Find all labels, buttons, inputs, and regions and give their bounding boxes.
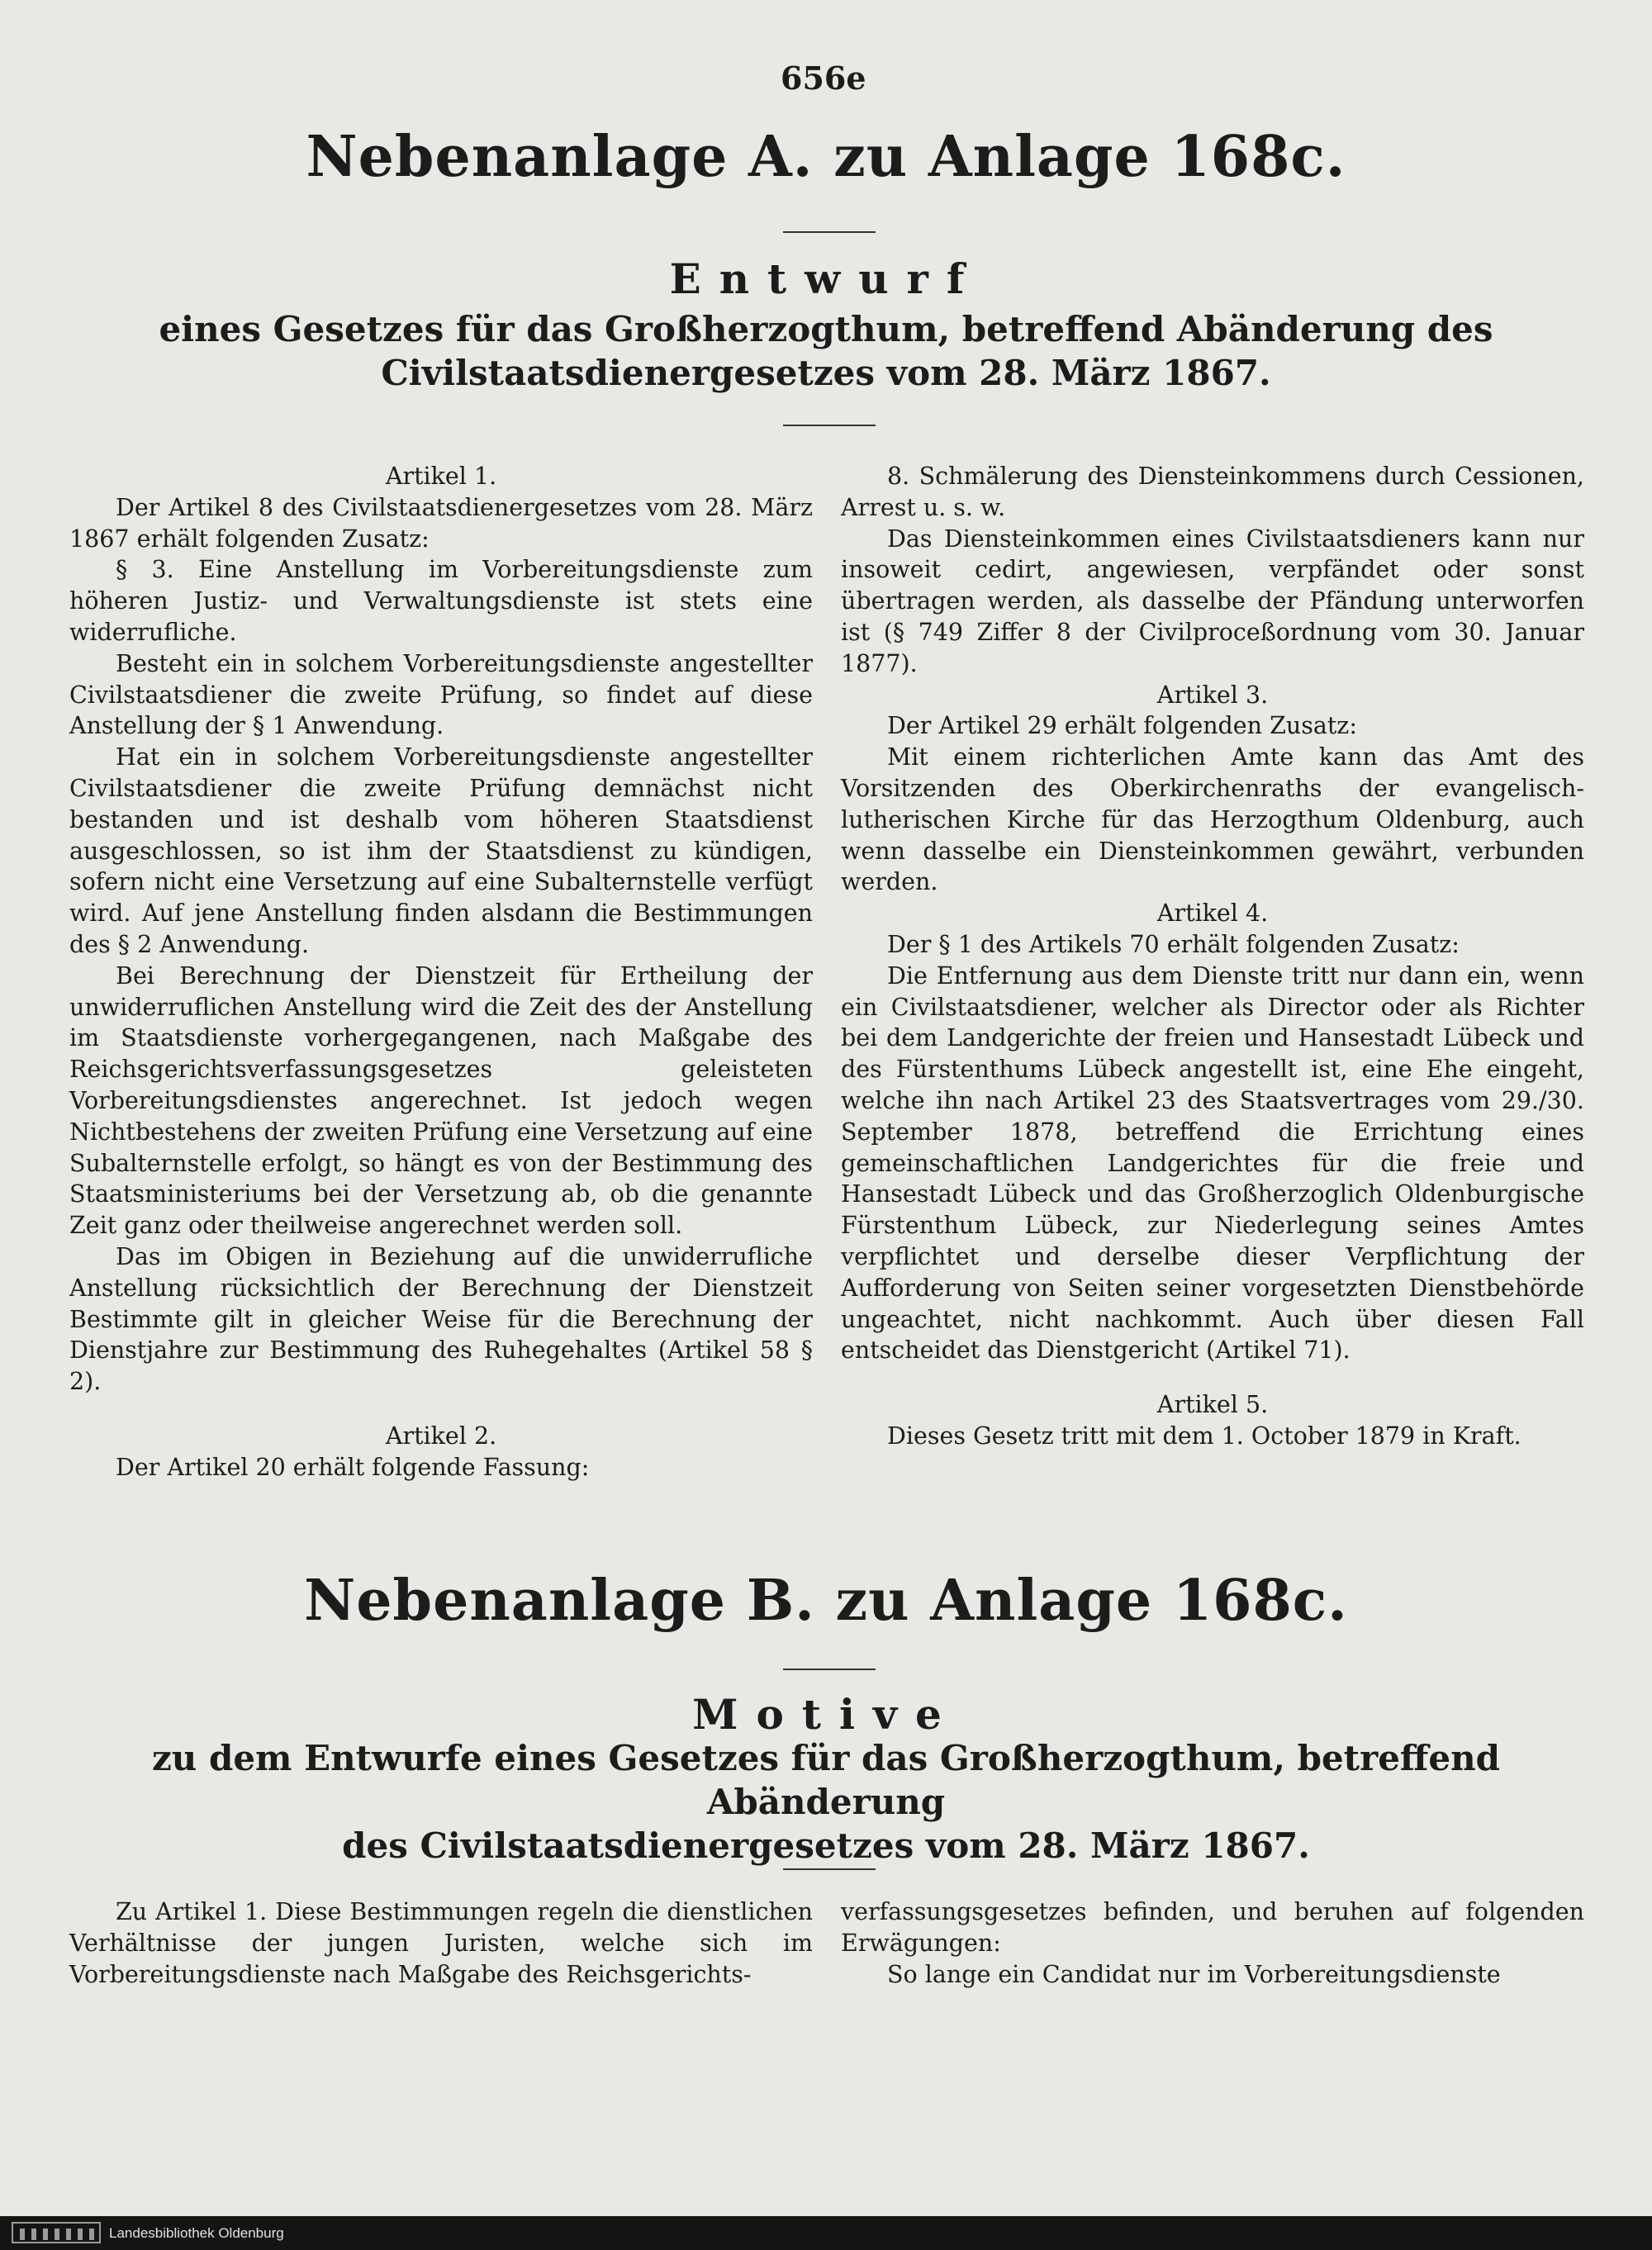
paragraph: Die Entfernung aus dem Dienste tritt nur dann ein, wenn ein Civilstaatsdiener, welcher als Director oder als Richter bei dem Landgerichte der freien und Hansestadt Lübeck und des Fürstenthums Lübeck angestellt ist, eine Ehe eingeht, welche ihn nach Artikel 23 des Staatsvertrages vom 29./30. September 1878, betreffend die Errichtung eines gemeinschaftlichen Landgerichtes für die freie und Hansestadt Lübeck und das Großherzoglich Oldenburgische Fürstenthum Lübeck, zur Niederlegung seines Amtes verpflichtet und derselbe dieser Verpflichtung der Aufforderung von Seiten seiner vorgesetzten Dienstbehörde ungeachtet, nicht nachkommt. Auch über diesen Fall entscheidet das Dienstgericht (Artikel 71). bbox=[841, 961, 1584, 1365]
paragraph: verfassungsgesetzes befinden, und beruhen auf folgenden Erwägungen: bbox=[841, 1898, 1584, 1957]
article-heading: Artikel 5. bbox=[1156, 1391, 1269, 1419]
library-building-icon bbox=[12, 2222, 101, 2243]
article-heading: Artikel 2. bbox=[385, 1422, 497, 1450]
paragraph: Bei Berechnung der Dienstzeit für Ertheilung der unwiderruflichen Anstellung wird die Zeit des der Anstellung im Staatsdienste vorhergegangenen, nach Maßgabe des Reichsgerichtsverfassungsgesetzes geleisteten Vorbereitungsdienstes angerechnet. Ist jedoch wegen Nichtbestehens der zweiten Prüfung eine Versetzung auf eine Subalternstelle erfolgt, so hängt es von der Bestimmung des Staatsministeriums bei der Versetzung ab, ob die genannte Zeit ganz oder theilweise angerechnet werden soll. bbox=[69, 961, 813, 1240]
section-a-rule-1 bbox=[783, 231, 876, 233]
library-footer bbox=[0, 2216, 1652, 2250]
paragraph: So lange ein Candidat nur im Vorbereitungsdienste bbox=[887, 1960, 1501, 1988]
paragraph: Der Artikel 20 erhält folgende Fassung: bbox=[116, 1453, 590, 1481]
section-a-title-line-1: eines Gesetzes für das Großherzogthum, betreffend Abänderung des bbox=[159, 309, 1493, 349]
section-a-left-column bbox=[69, 461, 813, 1483]
paragraph: Besteht ein in solchem Vorbereitungsdienste angestellter Civilstaatsdiener die zweite Prüfung, so findet auf diese Anstellung der § 1 Anwendung. bbox=[69, 649, 813, 740]
article-heading: Artikel 3. bbox=[1156, 681, 1269, 709]
section-b-rule-2 bbox=[783, 1868, 876, 1870]
page-number: 656e bbox=[781, 59, 866, 97]
section-b-title bbox=[149, 1736, 1503, 1868]
section-b-title-line-2: des Civilstaatsdienergesetzes vom 28. März 1867. bbox=[342, 1825, 1310, 1866]
section-b-rule-1 bbox=[783, 1669, 876, 1670]
paragraph: Der Artikel 29 erhält folgenden Zusatz: bbox=[887, 712, 1357, 740]
section-a-right-column bbox=[841, 461, 1584, 1452]
section-b-left-column bbox=[69, 1896, 813, 1990]
article-heading: Artikel 4. bbox=[1156, 900, 1269, 928]
paragraph: Mit einem richterlichen Amte kann das Amt des Vorsitzenden des Oberkirchenraths der evangelisch-lutherischen Kirche für das Herzogthum Oldenburg, auch wenn dasselbe ein Diensteinkommen gewährt, verbunden werden. bbox=[841, 743, 1584, 896]
paragraph: Zu Artikel 1. Diese Bestimmungen regeln die dienstlichen Verhältnisse der jungen Juristen, welche sich im Vorbereitungsdienste nach Maßgabe des Reichsgerichts- bbox=[69, 1898, 813, 1988]
article-heading: Artikel 1. bbox=[385, 463, 497, 490]
paragraph-spacer bbox=[69, 1398, 813, 1421]
paragraph: 8. Schmälerung des Diensteinkommens durch Cessionen, Arrest u. s. w. bbox=[841, 463, 1584, 521]
section-a-heading: Nebenanlage A. zu Anlage 168c. bbox=[306, 124, 1346, 190]
section-b-title-line-1: zu dem Entwurfe eines Gesetzes für das Großherzogthum, betreffend Abänderung bbox=[151, 1738, 1501, 1822]
section-b-right-column bbox=[841, 1896, 1584, 1990]
paragraph: § 3. Eine Anstellung im Vorbereitungsdienste zum höheren Justiz- und Verwaltungsdienste ist stets eine widerrufliche. bbox=[69, 556, 813, 646]
paragraph: Der § 1 des Artikels 70 erhält folgenden Zusatz: bbox=[887, 930, 1460, 958]
section-a-subheading: Entwurf bbox=[669, 254, 983, 303]
paragraph-spacer bbox=[841, 1366, 1584, 1389]
section-b-subheading: Motive bbox=[692, 1690, 960, 1739]
paragraph: Der Artikel 8 des Civilstaatsdienergesetzes vom 28. März 1867 erhält folgenden Zusatz: bbox=[69, 493, 813, 553]
section-a-title-line-2: Civilstaatsdienergesetzes vom 28. März 1867. bbox=[381, 353, 1271, 393]
library-name: Landesbibliothek Oldenburg bbox=[109, 2225, 284, 2241]
paragraph: Dieses Gesetz tritt mit dem 1. October 1879 in Kraft. bbox=[887, 1422, 1521, 1450]
paragraph: Hat ein in solchem Vorbereitungsdienste angestellter Civilstaatsdiener die zweite Prüfung demnächst nicht bestanden und ist deshalb vom höheren Staatsdienst ausgeschlossen, so ist ihm der Staatsdienst zu kündigen, sofern nicht eine Versetzung auf eine Subalternstelle verfügt wird. Auf jene Anstellung finden alsdann die Bestimmungen des § 2 Anwendung. bbox=[69, 743, 813, 958]
paragraph: Das Diensteinkommen eines Civilstaatsdieners kann nur insoweit cedirt, angewiesen, verpfändet oder sonst übertragen werden, als dasselbe der Pfändung unterworfen ist (§ 749 Ziffer 8 der Civilproceßordnung vom 30. Januar 1877). bbox=[841, 525, 1584, 677]
section-a-rule-2 bbox=[783, 425, 876, 426]
paragraph: Das im Obigen in Beziehung auf die unwiderrufliche Anstellung rücksichtlich der Berechnung der Dienstzeit Bestimmte gilt in gleicher Weise für die Berechnung der Dienstjahre zur Bestimmung des Ruhegehaltes (Artikel 58 § 2). bbox=[69, 1242, 813, 1396]
section-a-title bbox=[149, 307, 1503, 395]
section-b-heading: Nebenanlage B. zu Anlage 168c. bbox=[304, 1568, 1348, 1634]
